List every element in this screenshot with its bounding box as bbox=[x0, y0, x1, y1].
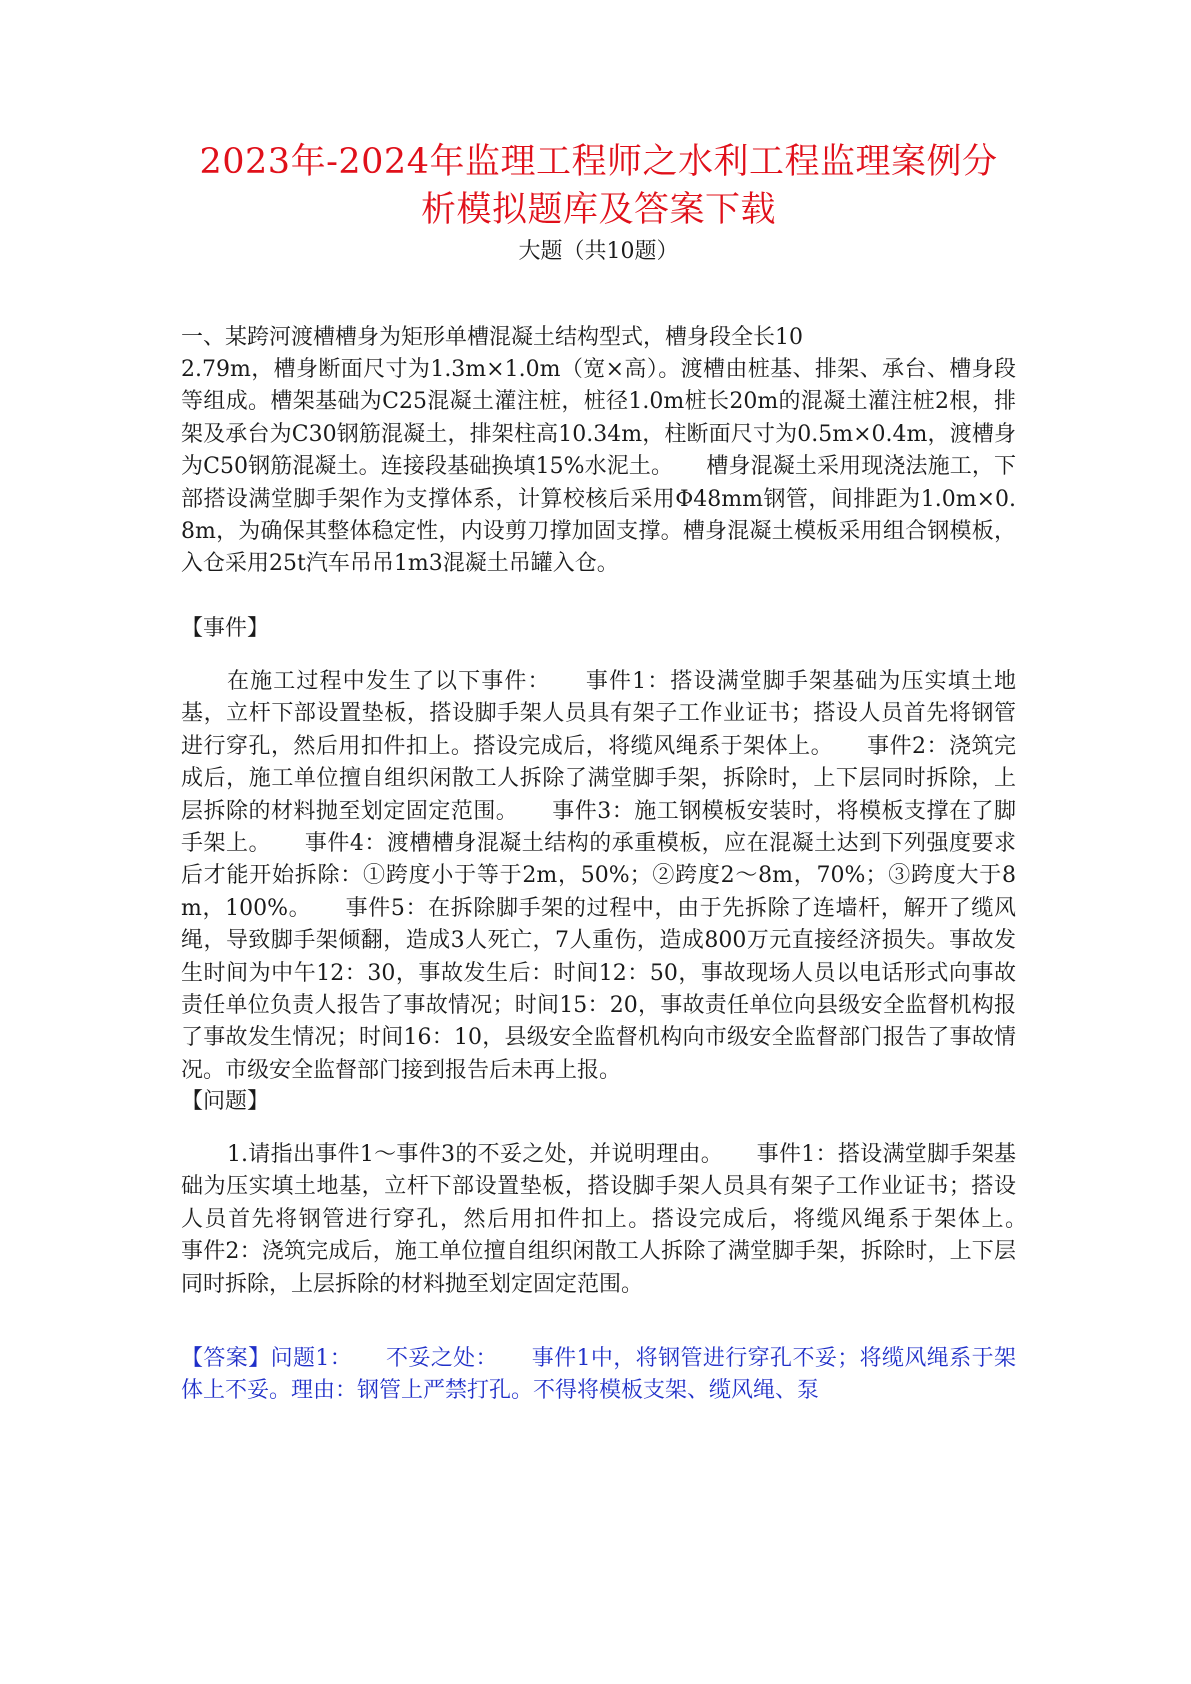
answer-paragraph: 【答案】问题1： 不妥之处： 事件1中，将钢管进行穿孔不妥；将缆风绳系于架体上不妥。理由：钢管上严禁打孔。不得将模板支架、缆风绳、泵 bbox=[181, 1346, 1016, 1404]
title-line-2: 析模拟题库及答案下载 bbox=[420, 190, 776, 230]
background-paragraph: 2.79m，槽身断面尺寸为1.3m×1.0m（宽×高）。渡槽由桩基、排架、承台、槽身段等组成。槽架基础为C25混凝土灌注桩，桩径1.0m桩长20m的混凝土灌注桩2根，排架及承台为C30钢筋混凝土，排架柱高10.34m，柱断面尺寸为0.5m×0.4m，渡槽身为C50钢筋混凝土。连接段基础换填15%水泥土。 槽身混凝土采用现浇法施工，下部搭设满堂脚手架作为支撑体系，计算校核后采用Φ48mm钢管，间排距为1.0m×0.8m，为确保其整体稳定性，内设剪刀撑加固支撑。槽身混凝土模板采用组合钢模板，入仓采用25t汽车吊吊1m3混凝土吊罐入仓。 bbox=[181, 357, 1016, 577]
questions-label: 【问题】 bbox=[181, 1089, 270, 1114]
question-intro: 一、某跨河渡槽槽身为矩形单槽混凝土结构型式，槽身段全长10 bbox=[181, 325, 803, 350]
document-title bbox=[181, 138, 1016, 234]
questions-paragraph: 1.请指出事件1～事件3的不妥之处，并说明理由。 事件1：搭设满堂脚手架基础为压实填土地基，立杆下部设置垫板，搭设脚手架人员具有架子工作业证书；搭设人员首先将钢管进行穿孔，然后用扣件扣上。搭设完成后，将缆风绳系于架体上。 事件2：浇筑完成后，施工单位擅自组织闲散工人拆除了满堂脚手架，拆除时，上下层同时拆除，上层拆除的材料抛至划定固定范围。 bbox=[181, 1142, 1061, 1297]
events-label: 【事件】 bbox=[181, 616, 270, 641]
title-line-1: 2023年-2024年监理工程师之水利工程监理案例分 bbox=[199, 142, 998, 182]
events-paragraph: 在施工过程中发生了以下事件： 事件1：搭设满堂脚手架基础为压实填土地基，立杆下部设置垫板，搭设脚手架人员具有架子工作业证书；搭设人员首先将钢管进行穿孔，然后用扣件扣上。搭设完成后，将缆风绳系于架体上。 事件2：浇筑完成后，施工单位擅自组织闲散工人拆除了满堂脚手架，拆除时，上下层同时拆除，上层拆除的材料抛至划定固定范围。 事件3：施工钢模板安装时，将模板支撑在了脚手架上。 事件4：渡槽槽身混凝土结构的承重模板，应在混凝土达到下列强度要求后才能开始拆除：①跨度小于等于2m，50%；②跨度2～8m，70%；③跨度大于8m，100%。 事件5：在拆除脚手架的过程中，由于先拆除了连墙杆，解开了缆风绳，导致脚手架倾翻，造成3人死亡，7人重伤，造成800万元直接经济损失。事故发生时间为中午12：30，事故发生后：时间12：50，事故现场人员以电话形式向事故责任单位负责人报告了事故情况；时间15：20，事故责任单位向县级安全监督机构报了事故发生情况；时间16：10，县级安全监督机构向市级安全监督部门报告了事故情况。市级安全监督部门接到报告后未再上报。 bbox=[181, 669, 1016, 1083]
section-header: 大题（共10题） bbox=[518, 239, 679, 264]
